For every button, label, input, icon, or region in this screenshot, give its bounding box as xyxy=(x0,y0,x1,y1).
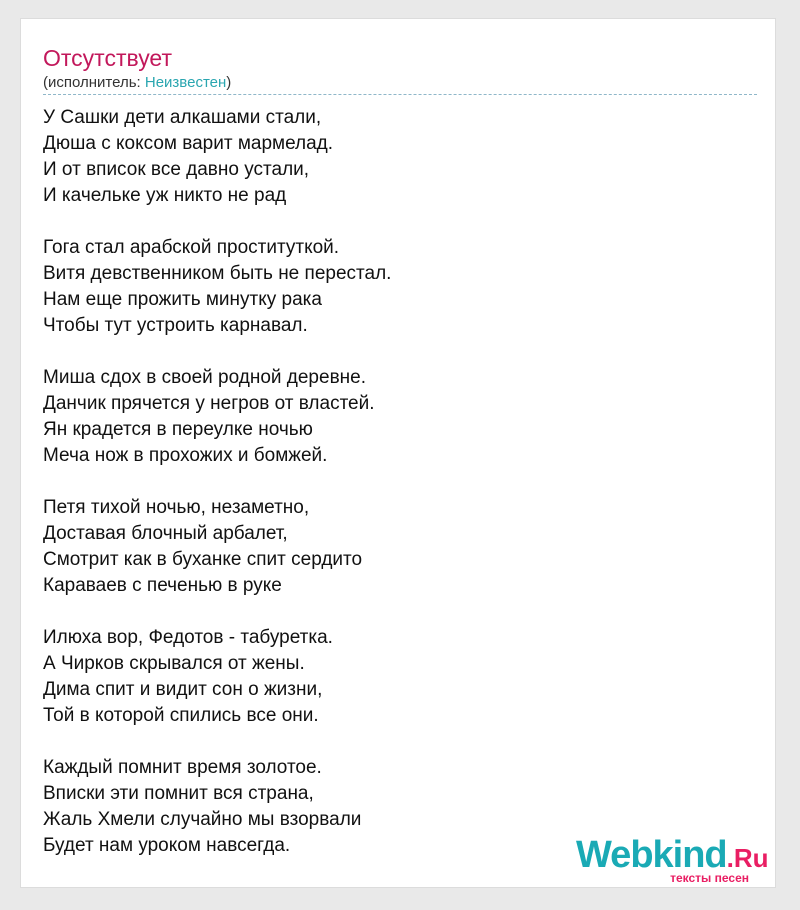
lyric-line: Чтобы тут устроить карнавал. xyxy=(43,315,308,336)
logo-word: Webkind xyxy=(576,834,727,876)
lyric-line: Петя тихой ночью, незаметно, xyxy=(43,497,310,518)
stanza xyxy=(43,365,391,469)
logo-tagline: тексты песен xyxy=(670,871,749,885)
lyric-line: Смотрит как в буханке спит сердито xyxy=(43,549,363,570)
lyric-line: Нам еще прожить минутку рака xyxy=(43,289,322,310)
lyric-line: Миша сдох в своей родной деревне. xyxy=(43,367,366,388)
artist-prefix: (исполнитель: xyxy=(43,74,145,91)
lyric-line: И качельке уж никто не рад xyxy=(43,185,287,206)
artist-suffix: ) xyxy=(226,74,232,91)
lyric-line: Ян крадется в переулке ночью xyxy=(43,419,313,440)
lyric-line: Жаль Хмели случайно мы взорвали xyxy=(43,809,362,830)
lyric-line: Той в которой спились все они. xyxy=(43,705,319,726)
webkind-logo[interactable] xyxy=(576,835,771,883)
stanza xyxy=(43,625,391,729)
lyric-line: У Сашки дети алкашами стали, xyxy=(43,107,322,128)
lyric-line: Гога стал арабской проституткой. xyxy=(43,237,340,258)
header-divider xyxy=(43,94,757,95)
lyrics-text xyxy=(43,105,391,859)
lyric-line: Илюха вор, Федотов - табуретка. xyxy=(43,627,333,648)
lyric-line: Дима спит и видит сон о жизни, xyxy=(43,679,323,700)
lyric-line: Меча нож в прохожих и бомжей. xyxy=(43,445,328,466)
lyric-line: Каждый помнит время золотое. xyxy=(43,757,322,778)
artist-line xyxy=(43,73,231,93)
stanza xyxy=(43,105,391,209)
stanza xyxy=(43,755,391,859)
lyric-line: Караваев с печенью в руке xyxy=(43,575,282,596)
lyric-line: Будет нам уроком навсегда. xyxy=(43,835,291,856)
lyric-line: И от вписок все давно устали, xyxy=(43,159,310,180)
artist-link[interactable]: Неизвестен xyxy=(144,74,227,91)
lyric-line: Данчик прячется у негров от властей. xyxy=(43,393,375,414)
lyric-line: Вписки эти помнит вся страна, xyxy=(43,783,314,804)
logo-tld: .Ru xyxy=(726,843,769,873)
stanza xyxy=(43,235,391,339)
lyric-line: Дюша с коксом варит мармелад. xyxy=(43,133,334,154)
song-title: Отсутствует xyxy=(43,45,172,71)
stanza xyxy=(43,495,391,599)
lyrics-card xyxy=(20,18,776,888)
lyric-line: А Чирков скрывался от жены. xyxy=(43,653,305,674)
lyric-line: Витя девственником быть не перестал. xyxy=(43,263,392,284)
lyric-line: Доставая блочный арбалет, xyxy=(43,523,288,544)
